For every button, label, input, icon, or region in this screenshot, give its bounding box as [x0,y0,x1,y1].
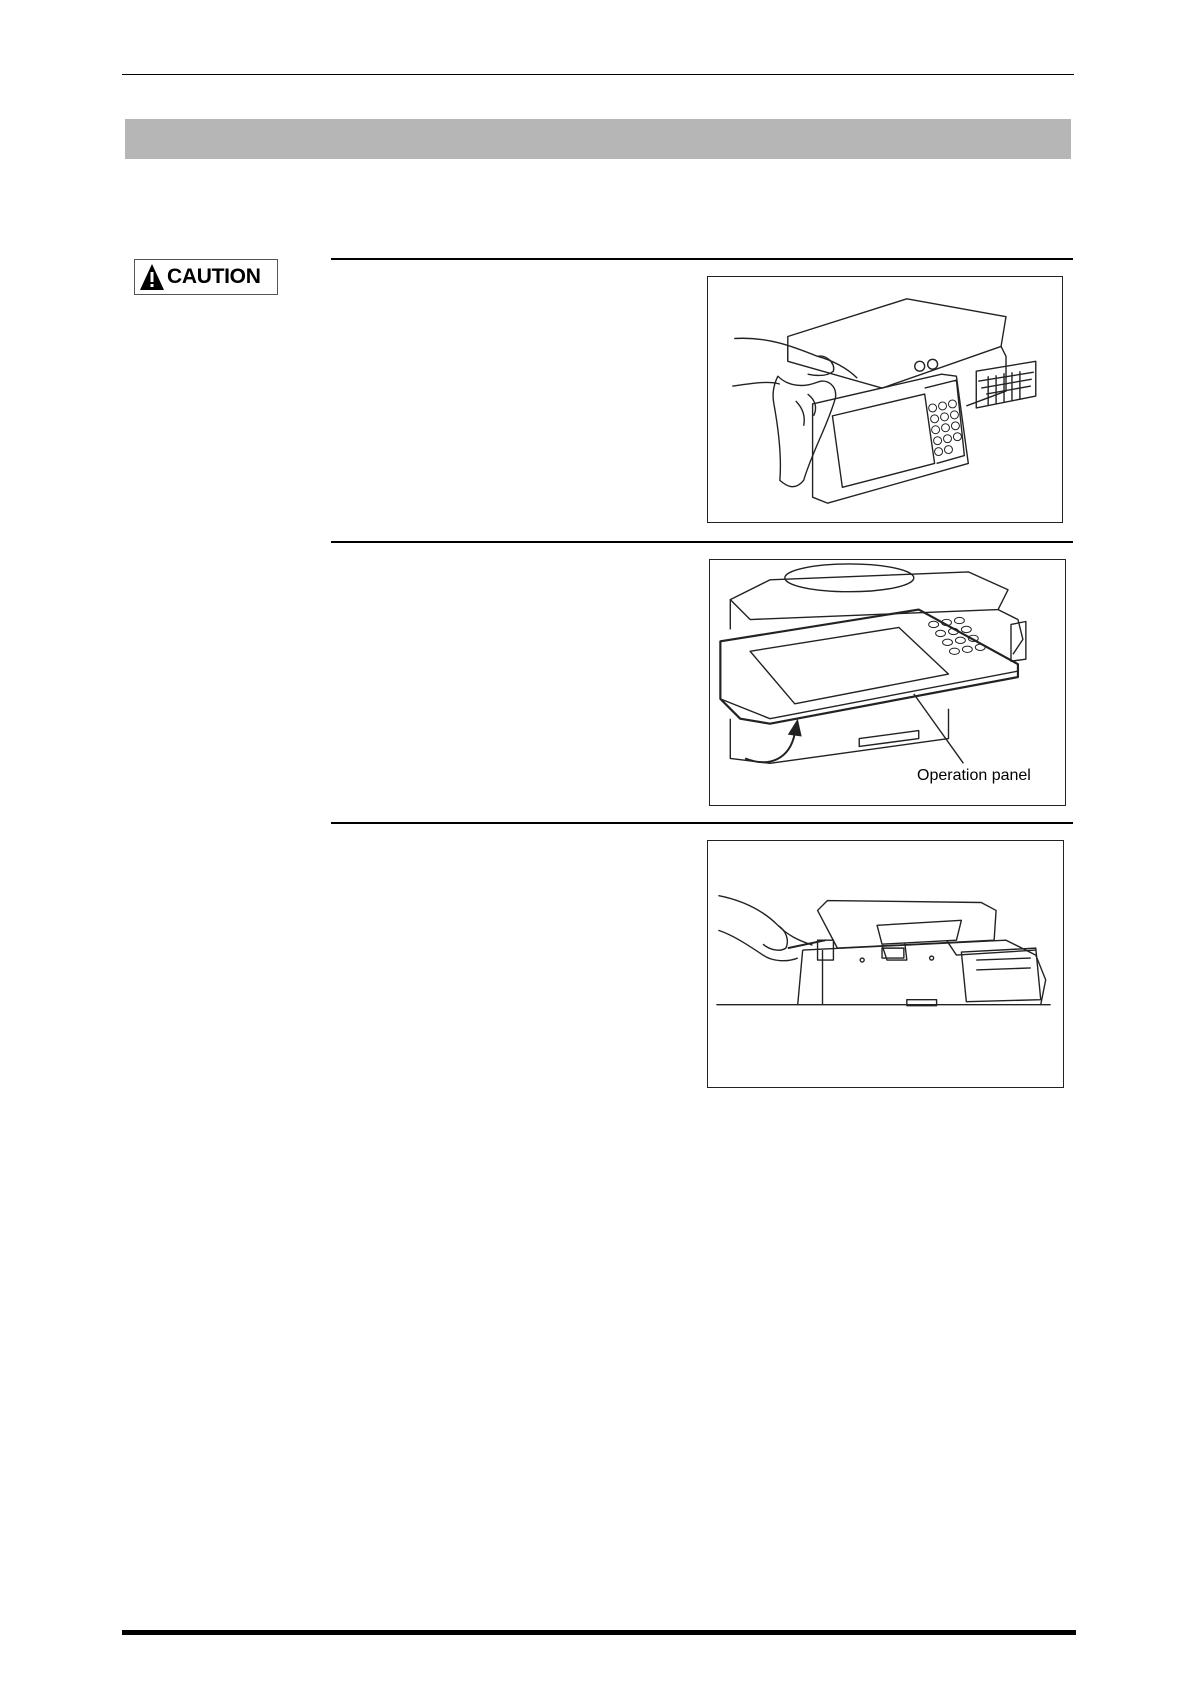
warning-triangle-icon [139,263,165,291]
step-3-rule [331,822,1073,824]
top-rule [122,74,1074,75]
step-1-rule [331,258,1073,260]
step-2-rule [331,541,1073,543]
figure-wiping-panel [707,276,1063,523]
operation-panel-callout: Operation panel [917,767,1031,784]
caution-label: CAUTION [167,265,261,288]
figure-release-lever [707,840,1064,1088]
section-title-bar [125,119,1071,159]
bottom-rule [122,1630,1076,1635]
caution-badge [134,259,278,295]
